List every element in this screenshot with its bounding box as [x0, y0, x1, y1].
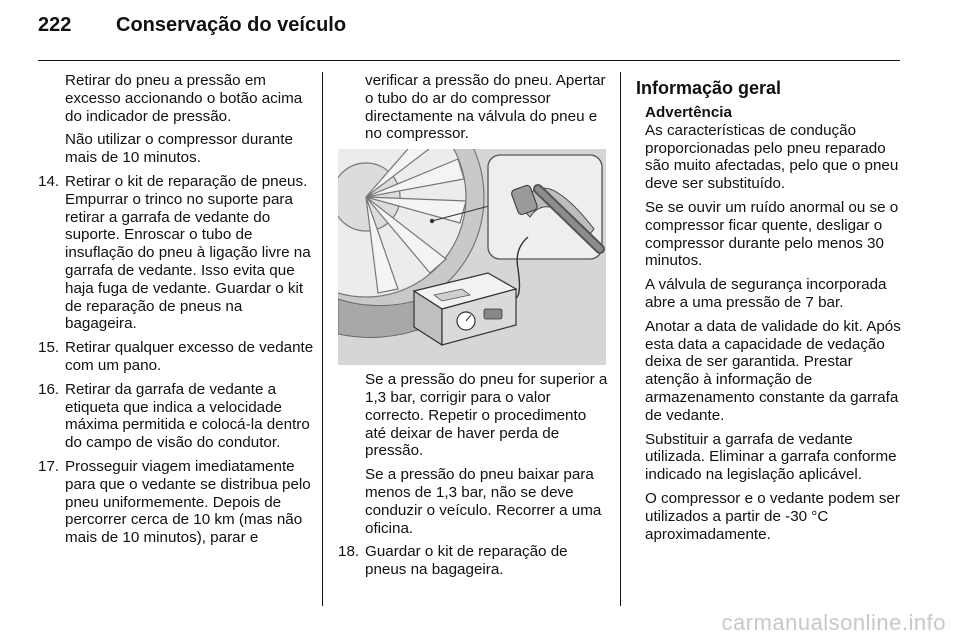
paragraph: Se a pressão do pneu for superior a 1,3 bar, corrigir para o valor correcto. Repetir o procedimento até deixar de haver perda de pressão.	[365, 371, 608, 460]
page-header	[38, 14, 346, 50]
warning-box	[636, 104, 904, 543]
step-number: 17.	[38, 457, 60, 475]
page-title: Conservação do veículo	[116, 14, 347, 36]
step-number: 16.	[38, 380, 60, 398]
paragraph: verificar a pressão do pneu. Apertar o tubo do ar do compressor directamente na válvula do pneu e no compressor.	[365, 72, 606, 143]
step-15	[38, 339, 314, 375]
header-rule	[38, 60, 900, 61]
page-number: 222	[38, 14, 72, 36]
valve-detail-inset	[488, 155, 602, 259]
compressor-illustration	[338, 149, 606, 365]
step-text: Retirar da garrafa de vedante a etiqueta que indica a velocidade máxima permitida e colocá-la dentro do campo de visão do condutor.	[65, 380, 310, 452]
paragraph: Retirar do pneu a pressão em excesso accionando o botão acima do indicador de pressão.	[65, 72, 303, 125]
column-divider-1	[322, 72, 323, 606]
warning-text: As características de condução proporcionadas pelo pneu reparado são muito afectadas, pelo que o pneu deve ser substituído.	[645, 121, 899, 193]
compressor-switch-icon	[484, 309, 502, 319]
paragraph: Substituir a garrafa de vedante utilizada. Eliminar a garrafa conforme indicado na legislação aplicável.	[645, 430, 897, 484]
step-14	[38, 173, 314, 333]
paragraph: O compressor e o vedante podem ser utilizados a partir de -30 °C aproximadamente.	[645, 489, 900, 543]
step-text: Retirar o kit de reparação de pneus. Empurrar o trinco no suporte para retirar a garrafa de vedante do suporte. Enroscar o tubo de insuflação do pneu à ligação livre na garrafa de vedante. Isso evita que haja fuga de vedante. Guardar o kit de reparação de pneus na bagageira.	[65, 172, 311, 333]
section-title: Informação geral	[636, 78, 782, 98]
compressor-diagram	[338, 149, 606, 365]
paragraph: Se se ouvir um ruído anormal ou se o compressor ficar quente, desligar o compressor durante pelo menos 30 minutos.	[645, 198, 899, 270]
step-number: 14.	[38, 172, 60, 190]
step-text: Prosseguir viagem imediatamente para que o vedante se distribua pelo pneu uniformemente. Depois de percorrer cerca de 10 km (mas não mais de 10 minutos), parar e	[65, 457, 311, 547]
step-number: 15.	[38, 339, 60, 357]
column-2	[338, 72, 610, 585]
step-17	[38, 458, 314, 547]
warning-title: Advertência	[645, 104, 732, 121]
step-text: Retirar qualquer excesso de vedante com um pano.	[65, 339, 314, 374]
paragraph: A válvula de segurança incorporada abre a uma pressão de 7 bar.	[645, 276, 887, 311]
paragraph: Se a pressão do pneu baixar para menos de 1,3 bar, não se deve conduzir o veículo. Recorrer a uma oficina.	[365, 466, 602, 537]
paragraph: Anotar a data de validade do kit. Após esta data a capacidade de vedação deixa de ser garantida. Prestar atenção à informação de armazenamento constante da garrafa de vedante.	[645, 317, 901, 424]
step-18	[338, 543, 610, 579]
column-divider-2	[620, 72, 621, 606]
step-text: Guardar o kit de reparação de pneus na bagageira.	[365, 543, 568, 579]
watermark: carmanualsonline.info	[721, 610, 946, 635]
column-3	[636, 72, 904, 549]
step-number: 18.	[338, 543, 360, 561]
column-1	[38, 72, 314, 553]
step-16	[38, 381, 314, 452]
paragraph: Não utilizar o compressor durante mais de 10 minutos.	[65, 131, 293, 167]
